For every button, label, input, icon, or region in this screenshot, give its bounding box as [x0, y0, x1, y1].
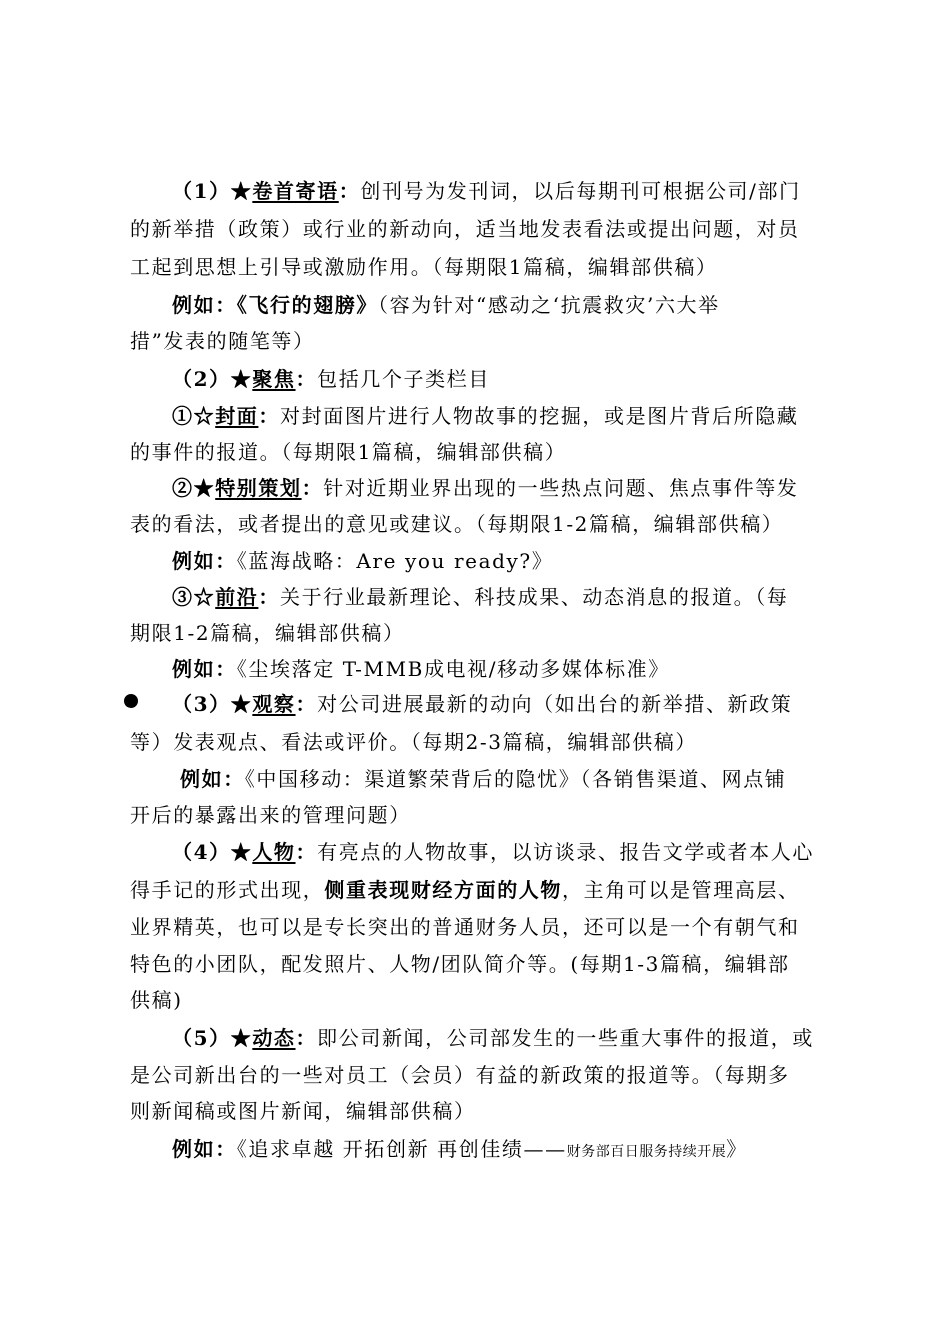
bullet-icon	[124, 694, 138, 708]
c2-colon: ：	[301, 476, 324, 500]
s3-colon: ：	[295, 692, 318, 716]
s5-text-2: 是公司新出台的一些对员工（会员）有益的新政策的报道等。（每期多	[130, 1063, 790, 1087]
c3-colon: ：	[258, 585, 281, 609]
s3-number: （3）★	[172, 692, 253, 716]
s3-example-text-1: 《中国移动：渠道繁荣背后的隐忧》（各销售渠道、网点铺	[244, 767, 787, 791]
s5-example-small: 财务部百日服务持续开展	[566, 1144, 727, 1160]
s1-heading-line	[172, 177, 801, 205]
s5-text-1: 即公司新闻，公司部发生的一些重大事件的报道，或	[317, 1026, 814, 1050]
s5-title: 动态	[252, 1026, 296, 1050]
s3-title: 观察	[252, 692, 296, 716]
s4-number: （4）★	[172, 840, 253, 864]
c2-example-line	[172, 547, 553, 575]
c1-title: 封面	[215, 404, 259, 428]
c3-text-1: 关于行业最新理论、科技成果、动态消息的报道。（每	[280, 585, 789, 609]
c2-heading-line	[172, 474, 798, 502]
s1-text-2: 的新举措（政策）或行业的新动向，适当地发表看法或提出问题，对员	[130, 217, 800, 241]
c2-example-text: 《蓝海战略：Are you ready?》	[236, 549, 554, 573]
s4-heading-line	[172, 838, 814, 866]
s1-number: （1）★	[172, 179, 253, 203]
s4-colon: ：	[295, 840, 318, 864]
s4-text-1: 有亮点的人物故事，以访谈录、报告文学或者本人心	[317, 840, 814, 864]
c3-example-label: 例如：	[172, 657, 237, 681]
c3-example-text: 《尘埃落定 T-MMB成电视/移动多媒体标准》	[236, 657, 670, 681]
s4-emphasis: 侧重表现财经方面的人物	[324, 878, 563, 902]
s3-text-1: 对公司进展最新的动向（如出台的新举措、新政策	[317, 692, 793, 716]
s1-text-1: 创刊号为发刊词，以后每期刊可根据公司/部门	[360, 179, 801, 203]
s2-number: （2）★	[172, 367, 253, 391]
s4-text-2	[130, 876, 800, 904]
c3-mark: ③☆	[172, 585, 216, 609]
s3-example-line	[180, 765, 786, 793]
c1-text-2: 的事件的报道。（每期限1篇稿，编辑部供稿）	[130, 440, 567, 464]
s3-text-2: 等）发表观点、看法或评价。（每期2-3篇稿，编辑部供稿）	[130, 730, 698, 754]
s2-title: 聚焦	[252, 367, 296, 391]
c2-mark: ②★	[172, 476, 216, 500]
s5-colon: ：	[295, 1026, 318, 1050]
s5-text-3: 则新闻稿或图片新闻，编辑部供稿）	[130, 1099, 476, 1123]
s5-heading-line	[172, 1024, 814, 1052]
c1-heading-line	[172, 402, 798, 430]
c1-text-1: 对封面图片进行人物故事的挖掘，或是图片背后所隐藏	[280, 404, 799, 428]
s1-colon: ：	[338, 179, 361, 203]
c1-colon: ：	[258, 404, 281, 428]
c3-text-2: 期限1-2篇稿，编辑部供稿）	[130, 621, 405, 645]
s4-text-5: 供稿)	[130, 988, 183, 1012]
c3-heading-line	[172, 583, 788, 611]
s1-example-title: 《飞行的翅膀》	[236, 293, 379, 317]
c2-text-2: 表的看法，或者提出的意见或建议。（每期限1-2篇稿，编辑部供稿）	[130, 512, 784, 536]
s4-text-2c: ，主角可以是管理高层、	[562, 878, 800, 902]
s4-text-2a: 得手记的形式出现，	[130, 878, 325, 902]
c3-example-line	[172, 655, 670, 683]
c1-mark: ①☆	[172, 404, 216, 428]
c3-title: 前沿	[215, 585, 259, 609]
c2-example-label: 例如：	[172, 549, 237, 573]
s5-example-end: 》	[726, 1137, 748, 1161]
s5-example-line	[172, 1135, 748, 1166]
s1-example-text-1: （容为针对“感动之‘抗震救灾’六大举	[378, 293, 720, 317]
s3-heading-line	[172, 690, 792, 718]
c2-title: 特别策划	[215, 476, 302, 500]
s3-example-label: 例如：	[180, 767, 245, 791]
s1-example-line	[172, 291, 720, 319]
s5-number: （5）★	[172, 1026, 253, 1050]
s1-example-text-2: 措”发表的随笔等）	[130, 329, 315, 353]
s5-example-text: 《追求卓越 开拓创新 再创佳绩——	[236, 1137, 567, 1161]
s1-example-label: 例如：	[172, 293, 237, 317]
s3-example-text-2: 开后的暴露出来的管理问题）	[130, 803, 411, 827]
s4-title: 人物	[252, 840, 296, 864]
s1-text-3: 工起到思想上引导或激励作用。（每期限1篇稿，编辑部供稿）	[130, 255, 718, 279]
s5-example-label: 例如：	[172, 1137, 237, 1161]
s2-desc: 包括几个子类栏目	[317, 367, 490, 391]
s4-text-3: 业界精英，也可以是专长突出的普通财务人员，还可以是一个有朝气和	[130, 915, 800, 939]
s1-title: 卷首寄语	[252, 179, 339, 203]
s2-colon: ：	[295, 367, 318, 391]
s4-text-4: 特色的小团队，配发照片、人物/团队简介等。(每期1-3篇稿，编辑部	[130, 952, 790, 976]
s2-heading-line	[172, 365, 490, 393]
c2-text-1: 针对近期业界出现的一些热点问题、焦点事件等发	[323, 476, 799, 500]
